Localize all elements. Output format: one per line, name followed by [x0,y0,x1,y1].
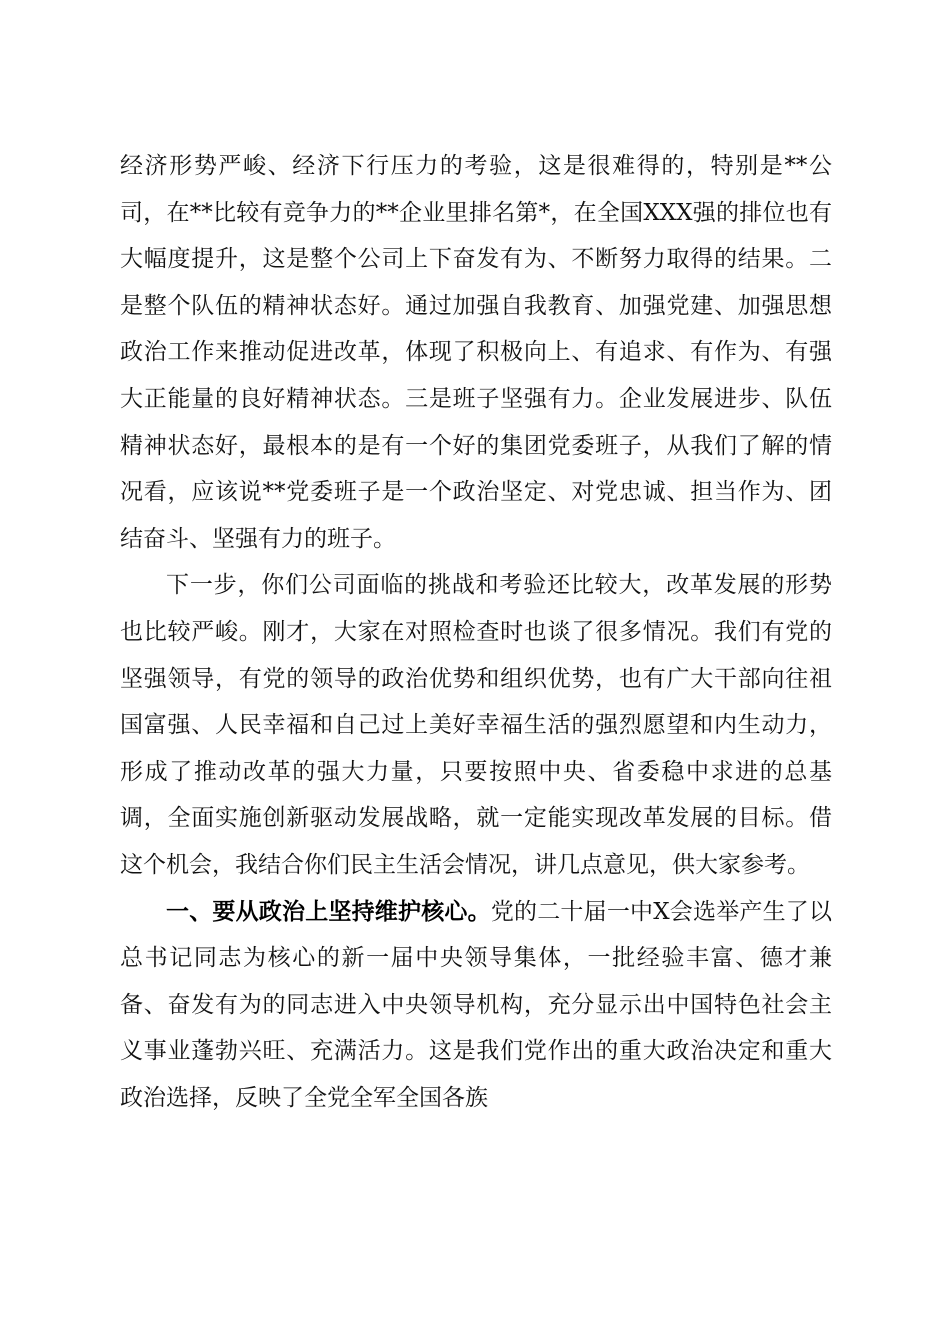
paragraph-2 [120,562,832,888]
paragraph-3-text: 党的二十届一中X会选举产生了以总书记同志为核心的新一届中央领导集体，一批经验丰富、德才兼备、奋发有为的同志进入中央领导机构，充分显示出中国特色社会主义事业蓬勃兴旺、充满活力。这是我们党作出的重大政治决定和重大政治选择，反映了全党全军全国各族 [120,898,832,1111]
paragraph-3 [120,889,832,1122]
paragraph-1-text: 经济形势严峻、经济下行压力的考验，这是很难得的，特别是**公司，在**比较有竞争力的**企业里排名第*，在全国XXX强的排位也有大幅度提升，这是整个公司上下奋发有为、不断努力取得的结果。二是整个队伍的精神状态好。通过加强自我教育、加强党建、加强思想政治工作来推动促进改革，体现了积极向上、有追求、有作为、有强大正能量的良好精神状态。三是班子坚强有力。企业发展进步、队伍精神状态好，最根本的是有一个好的集团党委班子，从我们了解的情况看，应该说**党委班子是一个政治坚定、对党忠诚、担当作为、团结奋斗、坚强有力的班子。 [120,153,832,552]
paragraph-1 [120,143,832,562]
document-body [120,143,832,1121]
paragraph-2-text: 下一步，你们公司面临的挑战和考验还比较大，改革发展的形势也比较严峻。刚才，大家在对照检查时也谈了很多情况。我们有党的坚强领导，有党的领导的政治优势和组织优势，也有广大干部向往祖国富强、人民幸福和自己过上美好幸福生活的强烈愿望和内生动力，形成了推动改革的强大力量，只要按照中央、省委稳中求进的总基调，全面实施创新驱动发展战略，就一定能实现改革发展的目标。借这个机会，我结合你们民主生活会情况，讲几点意见，供大家参考。 [120,572,832,878]
section-heading-1: 一、要从政治上坚持维护核心。 [166,897,491,925]
